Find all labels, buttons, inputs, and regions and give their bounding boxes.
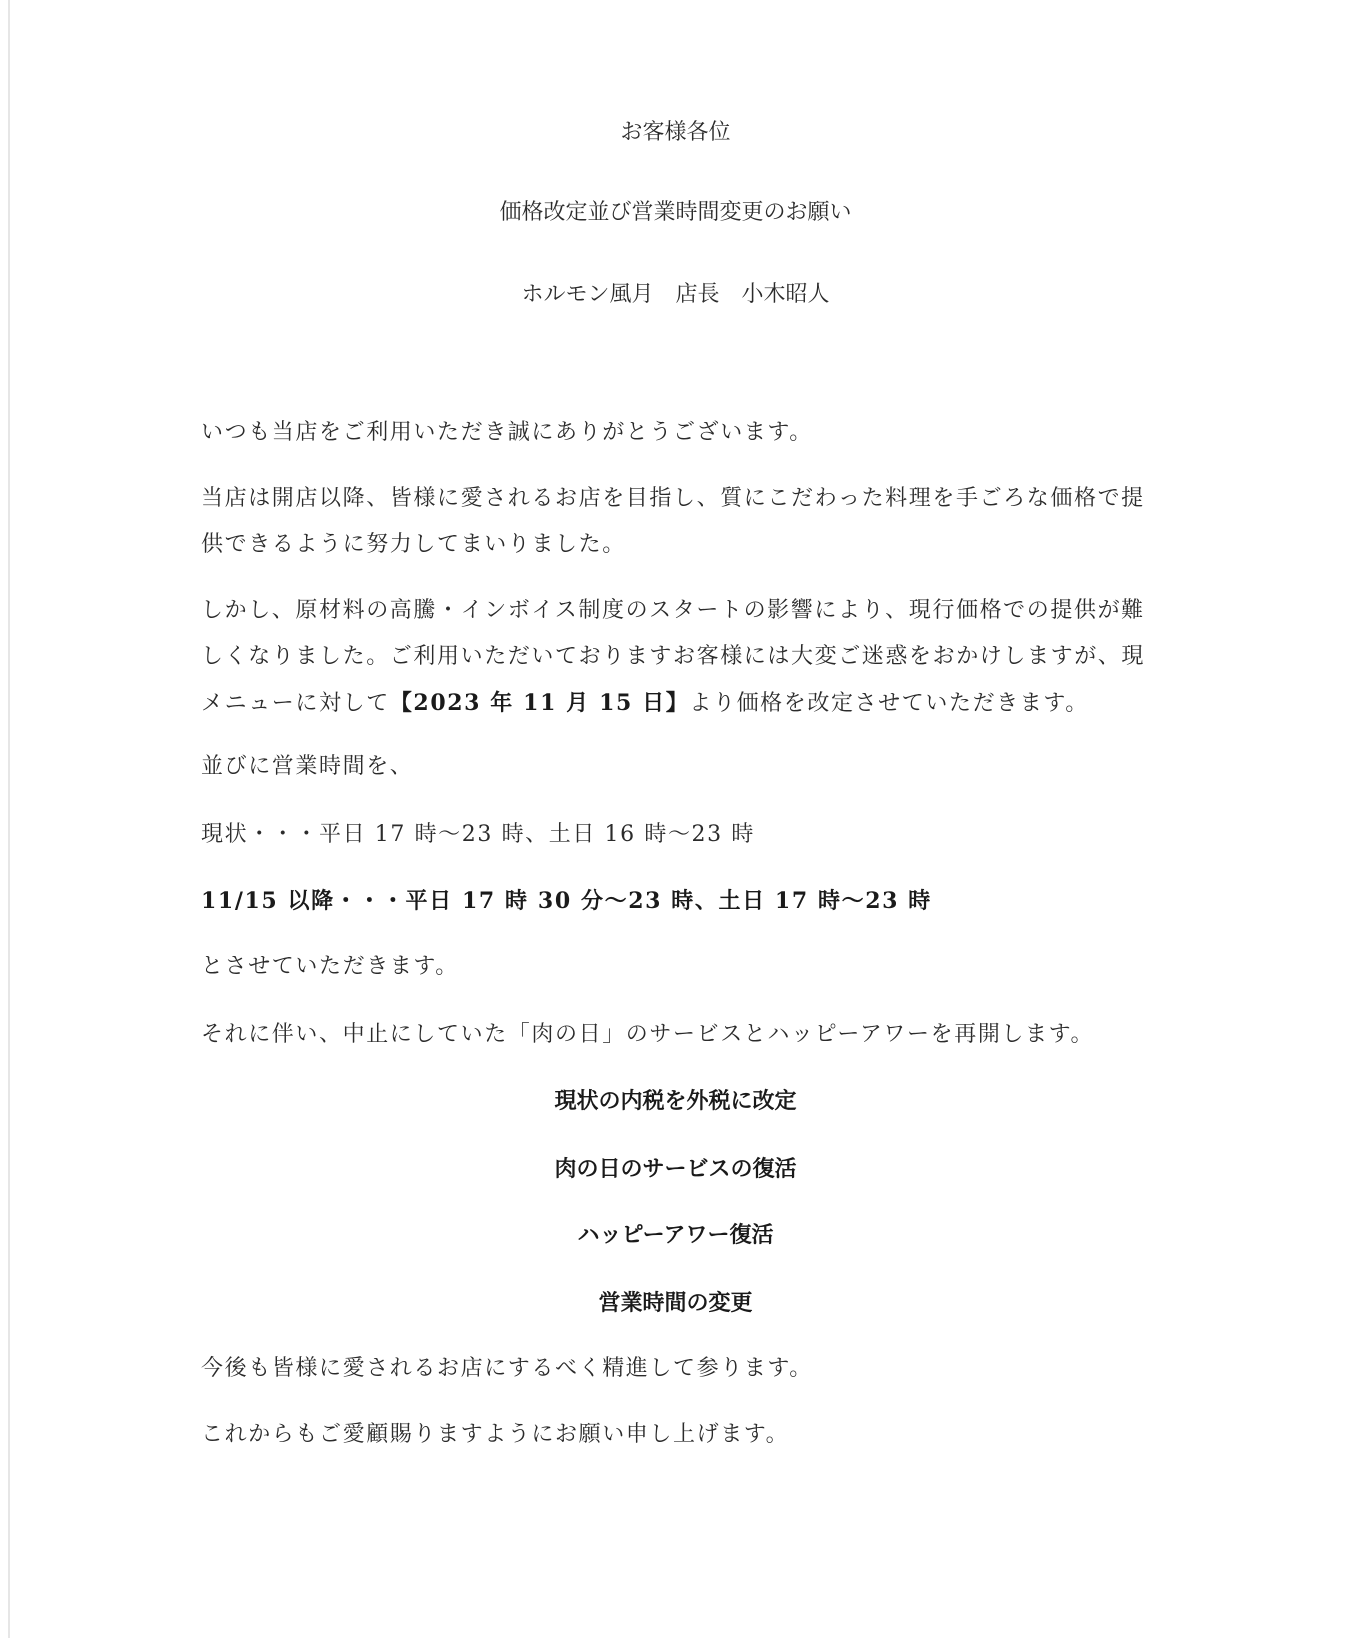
highlight-meat-day: 肉の日のサービスの復活	[554, 1156, 797, 1182]
paragraph-hours-intro: 並びに営業時間を、	[201, 754, 414, 779]
paragraph-reason-line-2: しくなりました。ご利用いただいておりますお客様には大変ご迷惑をおかけしますが、現	[201, 644, 1146, 669]
hours-new: 11/15 以降・・・平日 17 時 30 分～23 時、土日 17 時～23 時	[201, 888, 932, 914]
paragraph-intro-line-1: 当店は開店以降、皆様に愛されるお店を目指し、質にこだわった料理を手ごろな価格で提	[201, 486, 1145, 511]
highlight-happy-hour: ハッピーアワー復活	[577, 1222, 774, 1248]
paragraph-greeting: いつも当店をご利用いただき誠にありがとうございます。	[201, 420, 813, 445]
paragraph-reason-line-3	[201, 688, 1089, 719]
paragraph-hours-outro: とさせていただきます。	[201, 954, 459, 979]
highlight-tax-change: 現状の内税を外税に改定	[554, 1088, 797, 1114]
sender-line: ホルモン風月 店長 小木昭人	[521, 282, 830, 307]
document-title: 価格改定並び営業時間変更のお願い	[499, 200, 852, 225]
paragraph-services: それに伴い、中止にしていた「肉の日」のサービスとハッピーアワーを再開します。	[201, 1022, 1095, 1047]
paragraph-intro-line-2: 供できるように努力してまいりました。	[201, 532, 626, 557]
paragraph-reason-line-1: しかし、原材料の高騰・インボイス制度のスタートの影響により、現行価格での提供が難	[201, 598, 1145, 623]
salutation: お客様各位	[620, 120, 731, 145]
highlight-hours-change: 営業時間の変更	[598, 1290, 753, 1316]
closing-line-1: 今後も皆様に愛されるお店にするべく精進して参ります。	[201, 1356, 813, 1381]
reason-line-3-suffix: より価格を改定させていただきます。	[689, 691, 1089, 716]
closing-line-2: これからもご愛顧賜りますようにお願い申し上げます。	[201, 1422, 790, 1447]
reason-line-3-prefix: メニューに対して	[201, 691, 390, 716]
hours-current: 現状・・・平日 17 時～23 時、土日 16 時～23 時	[201, 822, 755, 847]
effective-date: 【2023 年 11 月 15 日】	[389, 690, 690, 716]
